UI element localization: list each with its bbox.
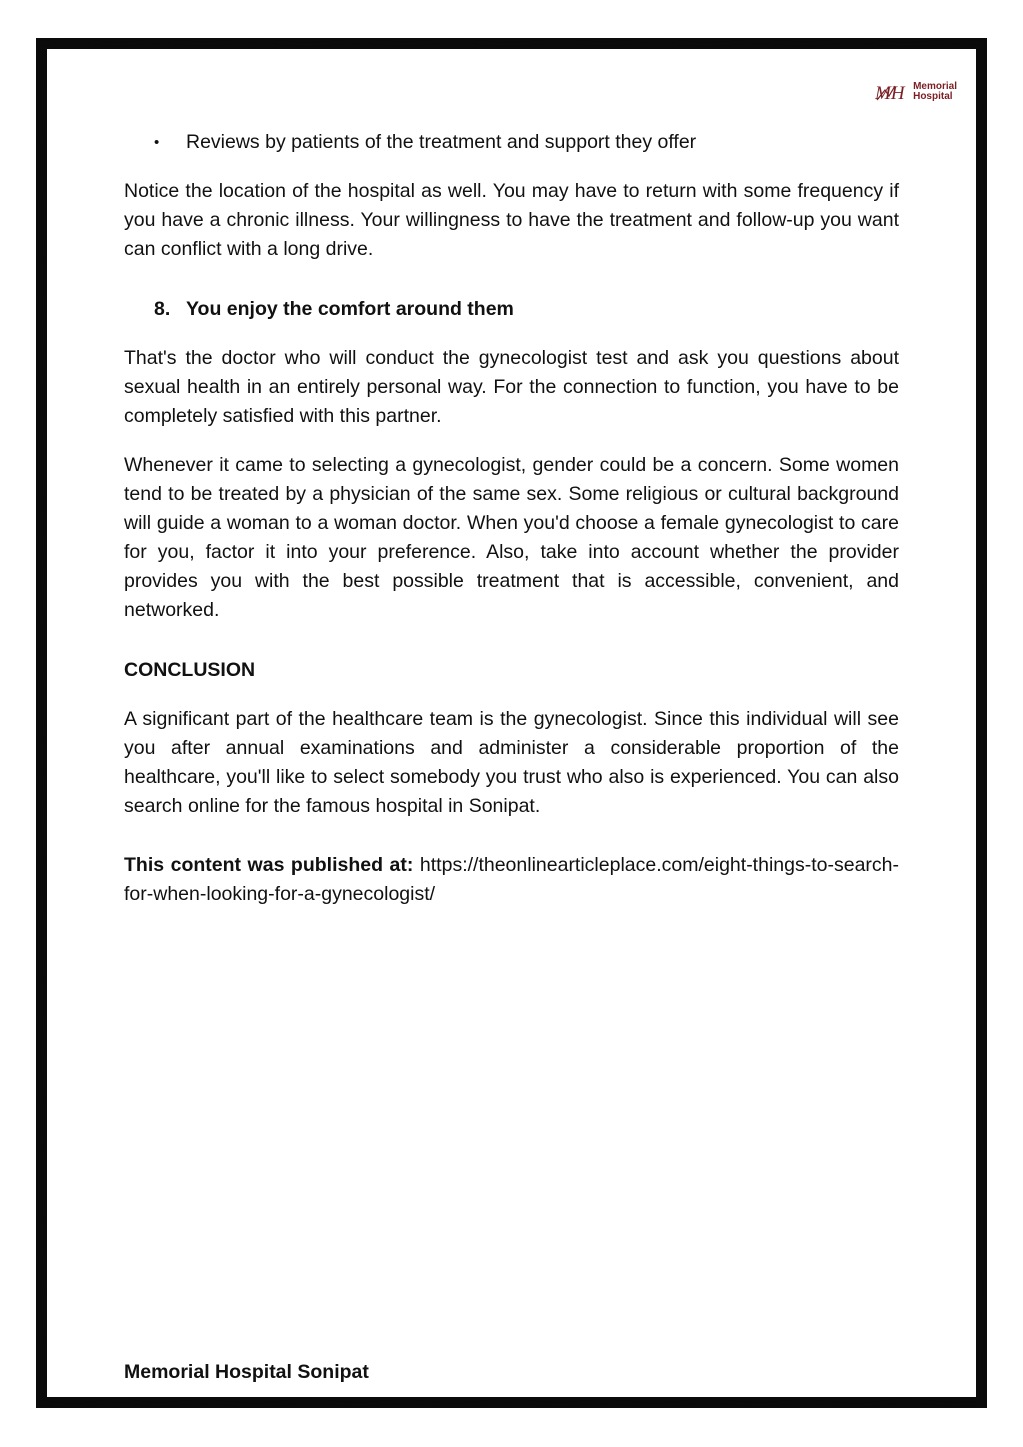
paragraph-conclusion: A significant part of the healthcare team is the gynecologist. Since this individual will see you after annual examinations and administer a considerable proportion of the healthcare, you'll like to select somebody you trust who also is experienced. You can also search online for the famous hospital in Sonipat. — [124, 708, 899, 817]
bullet-text: Reviews by patients of the treatment and support they offer — [186, 131, 697, 153]
hospital-logo — [875, 82, 957, 102]
paragraph-gender: Whenever it came to selecting a gynecologist, gender could be a concern. Some women tend to be treated by a physician of the same sex. Some religious or cultural background will guide a woman to a woman doctor. When you'd choose a female gynecologist to care for you, factor it into your preference. Also, take into account whether the provider provides you with the best possible treatment that is accessible, convenient, and networked. — [124, 454, 899, 621]
paragraph-location: Notice the location of the hospital as well. You may have to return with some frequency if you have a chronic illness. Your willingness to have the treatment and follow-up you want can conflict with a long drive. — [124, 180, 899, 260]
bullet-symbol: • — [154, 134, 160, 151]
list-item — [154, 128, 899, 157]
published-note — [124, 851, 899, 909]
logo-line1: Memorial — [913, 81, 957, 92]
section-heading-8 — [154, 295, 899, 324]
heading-text: You enjoy the comfort around them — [186, 298, 514, 320]
heading-number: 8. — [154, 298, 171, 320]
hospital-logo-icon — [875, 82, 909, 102]
logo-line2: Hospital — [913, 91, 953, 102]
paragraph-doctor: That's the doctor who will conduct the gynecologist test and ask you questions about sexual health in an entirely personal way. For the connection to function, you have to be completely satisfied with this partner. — [124, 347, 899, 427]
logo-mark: MH — [875, 83, 905, 102]
published-label: This content was published at: — [124, 854, 414, 876]
page-footer: Memorial Hospital Sonipat — [124, 1361, 369, 1383]
document-body — [124, 124, 899, 909]
conclusion-heading: CONCLUSION — [124, 659, 256, 681]
published-url[interactable]: https://theonlinearticleplace.com/eight-things-to-search-for-when-looking-for-a-gynecologist/ — [124, 854, 899, 905]
